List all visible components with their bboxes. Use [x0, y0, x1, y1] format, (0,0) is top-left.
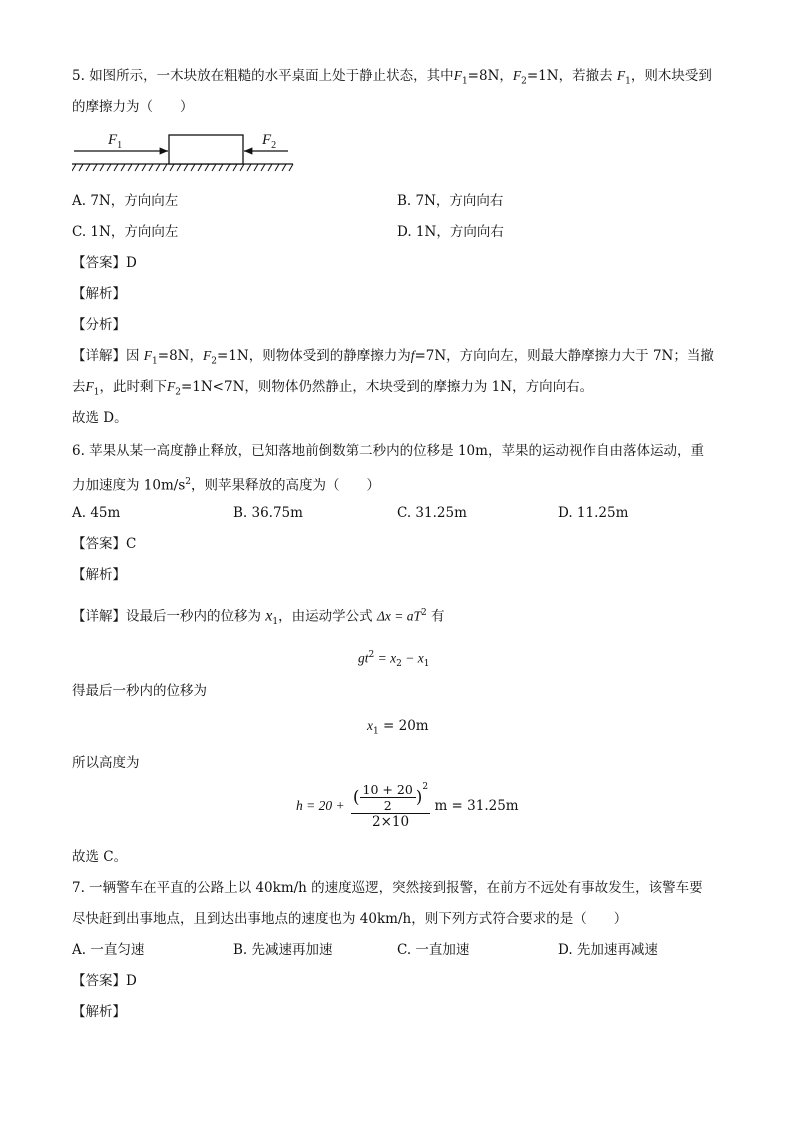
q6-option-c: C. 31.25m [397, 505, 467, 521]
q5-stem-line2: 的摩擦力为（ ） [72, 99, 194, 115]
q6-analysis-tag: 【解析】 [72, 567, 126, 583]
q5-answer: 【答案】D [72, 255, 137, 271]
q5-figure [72, 124, 297, 182]
q6-answer: 【答案】C [72, 536, 137, 552]
q6-stem-line1: 6. 苹果从某一高度静止释放，已知落地前倒数第二秒内的位移是 10m，苹果的运动视作自由落体运动，重 [72, 443, 704, 459]
q5-fenxi-tag: 【分析】 [72, 317, 126, 333]
q5-option-a: A. 7N，方向向左 [72, 193, 179, 209]
q6-conclusion: 故选 C。 [72, 849, 128, 865]
q7-option-b: B. 先减速再加速 [233, 942, 333, 958]
q6-detail-line: 【详解】设最后一秒内的位移为 $x_1$，由运动学公式 $\Delta x = aT^2$ 有 [72, 607, 445, 628]
q7-stem-line2: 尽快赶到出事地点，且到达出事地点的速度也为 40km/h，则下列方式符合要求的是（ ） [72, 911, 628, 927]
q6-equation-1: $gt^2 = x_2 - x_1$ [358, 650, 430, 670]
q6-equation-3: h = 20 + ( $\frac{10 + 20}{2}$ )$^2$ 2×10 m = 31.25m [296, 782, 519, 830]
q7-answer: 【答案】D [72, 973, 137, 989]
q6-text-after-eq1: 得最后一秒内的位移为 [72, 683, 207, 699]
q7-option-d: D. 先加速再减速 [558, 942, 658, 958]
f1-label: $F_1$ [108, 132, 123, 151]
q7-option-c: C. 一直加速 [397, 942, 470, 958]
q7-option-a: A. 一直匀速 [72, 942, 145, 958]
eq3-big-fraction: ( $\frac{10 + 20}{2}$ )$^2$ 2×10 [352, 782, 429, 830]
q5-option-c: C. 1N，方向向左 [72, 224, 179, 240]
q5-detail-line2: 去$F_1$，此时剩下$F_2=1N<7N$，则物体仍然静止，木块受到的摩擦力为 1N，方向向右。 [72, 379, 594, 398]
f2-label: $F_2$ [262, 132, 277, 151]
q5-option-b: B. 7N，方向向右 [397, 193, 504, 209]
q6-equation-2: $x_1 = 20m$ [367, 718, 429, 737]
q5-conclusion: 故选 D。 [72, 410, 128, 426]
wooden-block [169, 135, 243, 164]
q6-option-b: B. 36.75m [233, 505, 303, 521]
q5-stem-line1: 5. 如图所示，一木块放在粗糙的水平桌面上处于静止状态，其中$F_1=8N$，$F_2=1N$，若撤去 $F_1$，则木块受到 [72, 68, 712, 87]
ground-hatch [72, 164, 293, 171]
q6-text-after-eq2: 所以高度为 [72, 755, 140, 771]
q7-analysis-tag: 【解析】 [72, 1004, 126, 1020]
q6-option-a: A. 45m [72, 505, 121, 521]
q5-analysis-tag: 【解析】 [72, 286, 126, 302]
q7-stem-line1: 7. 一辆警车在平直的公路上以 40km/h 的速度巡逻，突然接到报警，在前方不远处有事故发生，该警车要 [72, 880, 703, 896]
q6-option-d: D. 11.25m [558, 505, 629, 521]
q5-detail-line1: 【详解】因 $F_1=8N$，$F_2=1N$，则物体受到的静摩擦力为f=7N，方向向左，则最大静摩擦力大于 7N；当撤 [72, 348, 714, 367]
q5-option-d: D. 1N，方向向右 [397, 224, 504, 240]
q6-stem-line2: 力加速度为 $10m/s^2$，则苹果释放的高度为（ ） [72, 477, 380, 494]
